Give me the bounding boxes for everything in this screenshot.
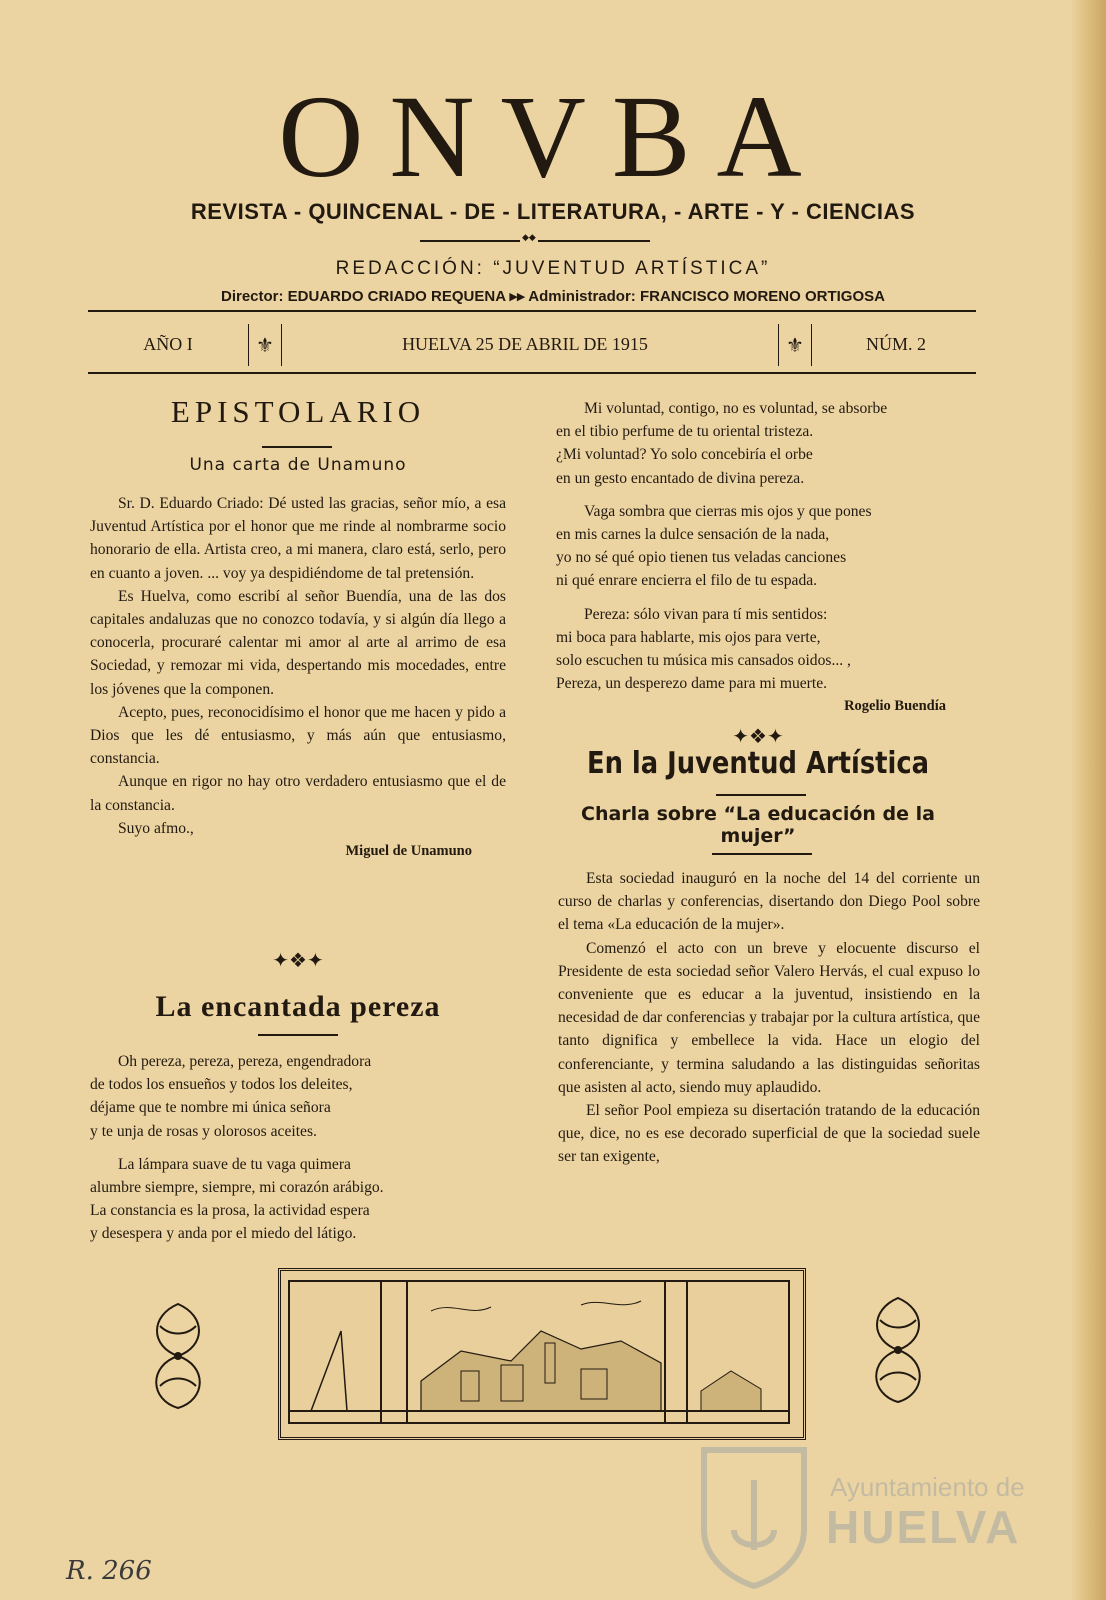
verse-line: en mis carnes la dulce sensación de la nada, xyxy=(556,526,830,544)
flourish-right-icon xyxy=(860,1290,936,1410)
letter-paragraph: Acepto, pues, reconocidísimo el honor que me hacen y pido a Dios que les dé entusiasmo, y más aún que entusiasmo, constancia. xyxy=(90,703,506,768)
pereza-heading: La encantada pereza xyxy=(155,990,441,1023)
verse-line: y te unja de rosas y olorosos aceites. xyxy=(90,1122,317,1140)
masthead-subtitle: REVISTA - QUINCENAL - DE - LITERATURA, - ARTE - Y - CIENCIAS xyxy=(190,199,916,224)
epistolario-body xyxy=(90,492,506,863)
epistolario-heading: EPISTOLARIO xyxy=(170,394,426,429)
verse-line: y desespera y anda por el miedo del látigo. xyxy=(90,1225,357,1243)
juventud-subheading: Charla sobre “La educación de la mujer” xyxy=(581,803,935,847)
issue-number: NÚM. 2 xyxy=(865,333,926,354)
letter-paragraph: Suyo afmo., xyxy=(118,819,194,837)
verse-line: en el tibio perfume de tu oriental tristeza. xyxy=(556,423,814,441)
watermark-line1: Ayuntamiento de xyxy=(830,1472,1025,1502)
verse-line: de todos los ensueños y todos los deleites, xyxy=(90,1076,353,1094)
verse-line: Mi voluntad, contigo, no es voluntad, se absorbe xyxy=(584,400,888,417)
fleur-left-icon: ⚜ xyxy=(248,324,282,366)
issue-dateline: HUELVA 25 DE ABRIL DE 1915 xyxy=(402,333,648,354)
pereza-verse-right xyxy=(556,397,976,719)
ornament-rule xyxy=(420,240,650,242)
verse-line: déjame que te nombre mi única señora xyxy=(90,1099,331,1117)
verse-line: solo escuchen tu música mis cansados oidos... , xyxy=(556,652,851,670)
dingbat-ornament-icon: ✦❖✦ xyxy=(272,948,324,972)
coat-of-arms-icon xyxy=(694,1440,814,1590)
verse-line: ¿Mi voluntad? Yo solo concebiría el orbe xyxy=(556,446,813,464)
verse-line: La lámpara suave de tu vaga quimera xyxy=(118,1155,351,1173)
fleur-right-icon: ⚜ xyxy=(778,324,812,366)
letter-paragraph: Es Huelva, como escribí al señor Buendía, una de las dos capitales andaluzas que no conozco todavía, y si algún día llego a conocerla, procuraré calentar mi amor al arte al arrimo de esa Sociedad, y remozar mi vida, despertando mis mocedades, entre los jóvenes que la componen. xyxy=(90,587,506,698)
header-rule-bottom xyxy=(88,372,976,374)
letter-paragraph: Sr. D. Eduardo Criado: Dé usted las gracias, señor mío, a esa Juventud Artística por el honor que me rinde al nombrarme socio honorario de ella. Artista creo, a mi manera, claro está, serlo, pero en cuanto a joven. ... voy ya despidiéndome de tal pretensión. xyxy=(90,495,506,582)
verse-line: Vaga sombra que cierras mis ojos y que pones xyxy=(584,502,872,520)
masthead-title: ONVBA xyxy=(278,71,828,202)
archive-handwritten-mark: R. 266 xyxy=(66,1556,152,1586)
flourish-left-icon xyxy=(140,1296,216,1416)
section-divider xyxy=(258,1034,338,1036)
verse-line: ni qué enrare encierra el filo de tu espada. xyxy=(556,572,818,590)
verse-line: yo no sé qué opio tienen tus veladas canciones xyxy=(556,549,847,567)
archive-watermark xyxy=(694,1440,1084,1600)
verse-line: Pereza, un desperezo dame para mi muerte. xyxy=(556,675,828,693)
juventud-body xyxy=(558,867,980,1169)
issue-year: AÑO I xyxy=(143,333,193,354)
juventud-heading: En la Juventud Artística xyxy=(586,746,930,781)
verse-line: en un gesto encantado de divina pereza. xyxy=(556,469,805,487)
verse-line: La constancia es la prosa, la actividad espera xyxy=(90,1202,370,1220)
epistolario-subheading: Una carta de Unamuno xyxy=(189,455,407,475)
poem-signature: Rogelio Buendía xyxy=(844,698,946,715)
article-paragraph: Esta sociedad inauguró en la noche del 14 del corriente un curso de charlas y conferencias, disertando don Diego Pool sobre el tema «La educación de la mujer». xyxy=(558,870,980,934)
section-divider xyxy=(712,853,812,855)
verse-line: mi boca para hablarte, mis ojos para verte, xyxy=(556,628,821,646)
pereza-verse-left xyxy=(90,1050,506,1246)
article-paragraph: El señor Pool empieza su disertación tratando de la educación que, dice, no es ese decorado superficial de que la sociedad suele ser tan exigente, xyxy=(558,1102,980,1166)
letter-signature: Miguel de Unamuno xyxy=(345,843,472,860)
verse-line: Pereza: sólo vivan para tí mis sentidos: xyxy=(584,605,828,623)
redaccion-line: REDACCIÓN: “JUVENTUD ARTÍSTICA” xyxy=(335,258,771,279)
section-divider xyxy=(262,446,332,448)
staff-line: Director: EDUARDO CRIADO REQUENA ▸▸ Administrador: FRANCISCO MORENO ORTIGOSA xyxy=(221,288,885,305)
watermark-line2: HUELVA xyxy=(826,1501,1021,1553)
verse-line: Oh pereza, pereza, pereza, engendradora xyxy=(118,1053,372,1070)
article-paragraph: Comenzó el acto con un breve y elocuente discurso el Presidente de esta sociedad señor Valero Hervás, el cual expuso lo conveniente que es educar a la juventud, insistiendo en la necesidad de dar conferencias y trabajar por la cultura artística, que tanto dignifica y embellece la vida. Hace un elogio del conferenciante, y termina saludando a las distinguidas señoritas que asisten al acto, siendo muy aplaudido. xyxy=(558,939,980,1096)
dingbat-ornament-icon: ✦❖✦ xyxy=(732,724,784,748)
verse-line: alumbre siempre, siempre, mi corazón arábigo. xyxy=(90,1179,384,1197)
letter-paragraph: Aunque en rigor no hay otro verdadero entusiasmo que el de la constancia. xyxy=(90,773,506,814)
harbor-town-illustration xyxy=(278,1268,806,1440)
header-rule-top xyxy=(88,310,976,312)
section-divider xyxy=(716,794,806,796)
issue-bar xyxy=(88,318,976,370)
